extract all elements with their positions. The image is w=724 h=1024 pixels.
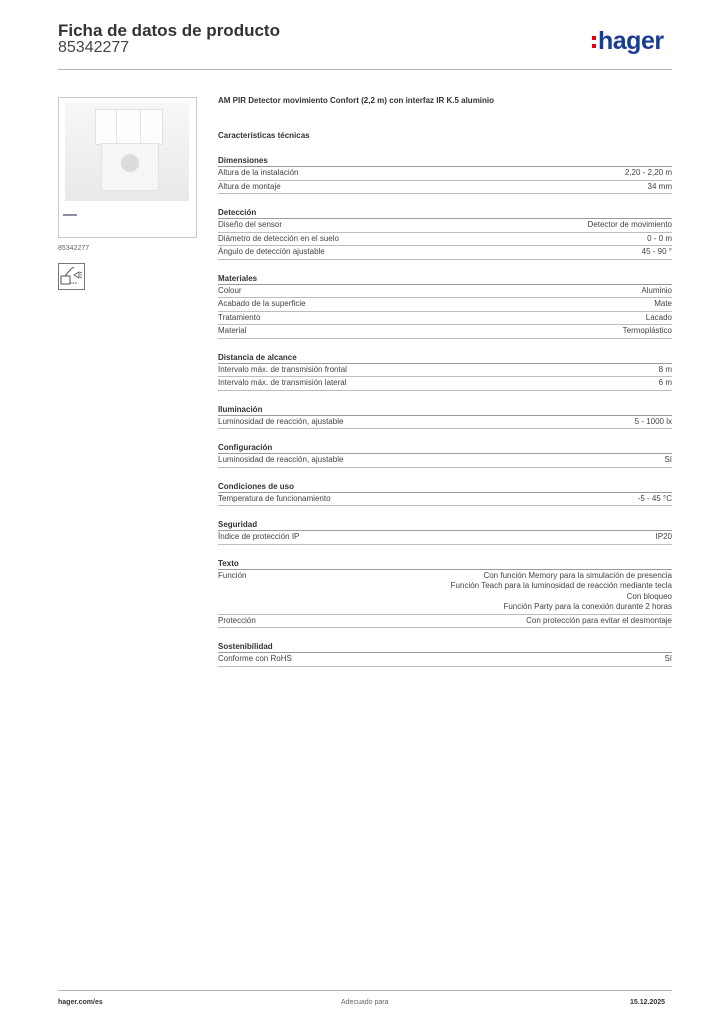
spec-value: [638, 494, 672, 505]
spec-value-line: 0 - 0 m: [647, 233, 672, 243]
spec-row: [218, 364, 672, 378]
footer-note: Adecuado para: [341, 999, 389, 1006]
spec-label: Luminosidad de reacción, ajustable: [218, 416, 344, 426]
footer-date: 15.12.2025: [630, 999, 666, 1006]
spec-value-line: -5 - 45 °C: [637, 493, 672, 503]
spec-group-title: Distancia de alcance: [218, 348, 672, 364]
spec-row: [218, 219, 672, 233]
spec-label: Altura de montaje: [218, 181, 281, 191]
spec-row: [218, 615, 672, 629]
spec-value-line: Lacado: [645, 312, 672, 322]
spec-value: [648, 182, 672, 193]
spec-label: Material: [218, 326, 247, 335]
spec-group-title: Condiciones de uso: [218, 477, 672, 493]
spec-value-line: 8 m: [658, 364, 672, 374]
page-title: Ficha de datos de producto: [58, 21, 280, 40]
spec-row: [218, 493, 672, 507]
spec-value-line: Con función Memory para la simulación de presencia: [483, 570, 672, 580]
spec-row: [218, 312, 672, 326]
detector-device-illustration: [65, 103, 189, 201]
spec-value: [646, 313, 672, 324]
footer-divider: [58, 990, 672, 991]
product-code: 85342277: [58, 39, 130, 56]
spec-row: [218, 454, 672, 468]
spec-row: [218, 325, 672, 339]
spec-row: [218, 653, 672, 667]
motion-detector-symbol-icon: [58, 263, 85, 290]
spec-value-line: Sí: [664, 654, 672, 663]
spec-group-title: Iluminación: [218, 400, 672, 416]
spec-row: [218, 233, 672, 247]
spec-groups: [218, 151, 672, 667]
spec-row: [218, 570, 672, 615]
spec-value-line: IP20: [655, 532, 672, 541]
spec-value: [654, 299, 672, 310]
spec-row: [218, 246, 672, 260]
footer-website-link[interactable]: hager.com/es: [58, 999, 103, 1006]
spec-label: Índice de protección IP: [218, 532, 300, 541]
spec-group-title: Texto: [218, 554, 672, 570]
spec-row: [218, 531, 672, 545]
spec-value-line: Sí: [664, 455, 672, 464]
product-name: AM PIR Detector movimiento Confort (2,2 m) con interfaz IR K.5 aluminio: [218, 96, 495, 105]
spec-row: [218, 416, 672, 430]
spec-label: Ángulo de detección ajustable: [218, 247, 325, 256]
spec-value-line: Detector de movimiento: [587, 220, 672, 229]
spec-value: [659, 378, 672, 389]
spec-row: [218, 285, 672, 299]
spec-value: [664, 654, 672, 665]
spec-value-line: Función Teach para la luminosidad de reacción mediante tecla: [450, 581, 672, 590]
spec-label: Protección: [218, 615, 256, 625]
spec-value: [623, 326, 672, 337]
product-image: [58, 97, 197, 238]
spec-value: [451, 571, 672, 613]
spec-value: [635, 417, 672, 428]
spec-label: Luminosidad de reacción, ajustable: [218, 455, 344, 464]
spec-value: [656, 532, 672, 543]
spec-value: [647, 234, 672, 245]
spec-group-title: Materiales: [218, 269, 672, 285]
spec-value-line: 45 - 90 °: [641, 247, 672, 256]
spec-row: [218, 167, 672, 181]
spec-label: Temperatura de funcionamiento: [218, 493, 331, 503]
spec-value-line: Aluminio: [641, 285, 672, 295]
spec-value-line: 34 mm: [647, 181, 672, 191]
spec-row: [218, 377, 672, 391]
header-divider: [58, 69, 672, 70]
spec-value-line: Termoplástico: [622, 326, 672, 335]
spec-label: Diseño del sensor: [218, 220, 283, 229]
spec-label: Intervalo máx. de transmisión lateral: [218, 378, 347, 387]
spec-value: [526, 616, 672, 627]
spec-group-title: Dimensiones: [218, 151, 672, 167]
section-title: Características técnicas: [218, 131, 310, 140]
spec-value: [588, 220, 672, 231]
spec-value-line: Con bloqueo: [626, 591, 672, 601]
image-caption: 85342277: [58, 245, 90, 252]
spec-label: Tratamiento: [218, 312, 261, 322]
spec-value-line: Mate: [654, 299, 672, 308]
spec-value: [664, 455, 672, 466]
spec-value: [625, 168, 672, 179]
scale-marker-icon: [63, 214, 77, 216]
spec-label: Altura de la instalación: [218, 168, 299, 177]
spec-group-title: Configuración: [218, 438, 672, 454]
spec-group-title: Sostenibilidad: [218, 637, 672, 653]
hager-logo: [592, 26, 664, 56]
spec-label: Diámetro de detección en el suelo: [218, 233, 339, 243]
spec-label: Acabado de la superficie: [218, 299, 306, 308]
logo-dots-icon: [592, 26, 597, 56]
spec-row: [218, 181, 672, 195]
spec-label: Conforme con RoHS: [218, 654, 292, 663]
spec-value-line: 2,20 - 2,20 m: [624, 168, 672, 177]
spec-value: [642, 247, 672, 258]
spec-value-line: 6 m: [658, 378, 672, 387]
spec-label: Función: [218, 570, 247, 580]
spec-value-line: 5 - 1000 lx: [634, 416, 672, 426]
spec-group-title: Seguridad: [218, 515, 672, 531]
spec-row: [218, 298, 672, 312]
spec-value-line: Con protección para evitar el desmontaje: [526, 615, 672, 625]
spec-label: Intervalo máx. de transmisión frontal: [218, 364, 347, 374]
spec-group-title: Detección: [218, 203, 672, 219]
logo-text: hager: [598, 27, 664, 55]
spec-value: [641, 286, 672, 297]
spec-value-line: Función Party para la conexión durante 2 horas: [503, 602, 672, 611]
spec-value: [659, 365, 672, 376]
spec-label: Colour: [218, 285, 242, 295]
